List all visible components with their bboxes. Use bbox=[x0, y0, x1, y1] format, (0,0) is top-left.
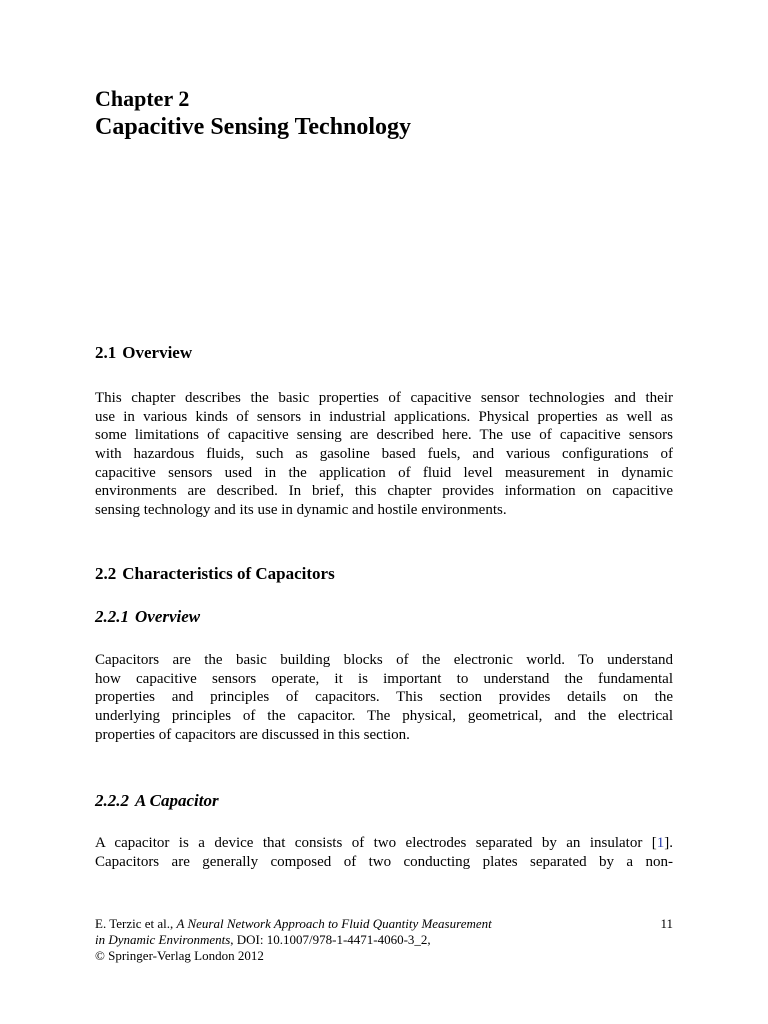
paragraph-line: Capacitors are generally composed of two conducting plates separated by a non- bbox=[95, 853, 673, 870]
footer-copyright: © Springer-Verlag London 2012 bbox=[95, 948, 264, 963]
paragraph-line: sensing technology and its use in dynamic and hostile environments. bbox=[95, 502, 507, 519]
capacitor-paragraph bbox=[95, 834, 673, 871]
page-footer bbox=[95, 916, 673, 964]
paragraph-line: capacitive sensors used in the application of fluid level measurement in dynamic bbox=[95, 464, 673, 481]
subsection-title: Overview bbox=[135, 607, 201, 626]
footer-doi: , DOI: 10.1007/978-1-4471-4060-3_2, bbox=[230, 932, 431, 947]
capacitor-overview-paragraph bbox=[95, 651, 673, 744]
footer-book-title: in Dynamic Environments bbox=[95, 932, 231, 947]
footer-line bbox=[95, 932, 673, 948]
paragraph-line: This chapter describes the basic properties of capacitive sensor technologies and their bbox=[95, 390, 673, 406]
overview-paragraph bbox=[95, 389, 673, 520]
paragraph-line bbox=[95, 834, 673, 853]
paragraph-line: use in various kinds of sensors in industrial applications. Physical properties as well as bbox=[95, 408, 673, 425]
page-number: 11 bbox=[660, 916, 673, 931]
footer-line bbox=[95, 916, 673, 932]
section-heading-2-1 bbox=[95, 343, 192, 363]
section-number: 2.1 bbox=[95, 343, 117, 362]
footer-authors: E. Terzic et al., bbox=[95, 916, 174, 931]
paragraph-line: some limitations of capacitive sensing are described here. The use of capacitive sensors bbox=[95, 427, 673, 444]
paragraph-line: environments are described. In brief, this chapter provides information on capacitive bbox=[95, 483, 673, 500]
paragraph-line: properties and principles of capacitors. This section provides details on the bbox=[95, 689, 673, 706]
chapter-title: Capacitive Sensing Technology bbox=[95, 114, 412, 140]
reference-link[interactable]: 1 bbox=[656, 835, 665, 851]
paragraph-line: how capacitive sensors operate, it is important to understand the fundamental bbox=[95, 670, 673, 687]
line-text: ]. bbox=[664, 835, 673, 851]
section-number: 2.2 bbox=[95, 564, 117, 583]
section-title: Overview bbox=[122, 343, 193, 362]
subsection-heading-2-2-2 bbox=[95, 791, 219, 811]
footer-book-title: A Neural Network Approach to Fluid Quantity Measurement bbox=[176, 916, 492, 931]
paragraph-line: Capacitors are the basic building blocks of the electronic world. To understand bbox=[95, 652, 673, 668]
subsection-number: 2.2.2 bbox=[95, 791, 129, 810]
subsection-title: A Capacitor bbox=[135, 791, 219, 810]
section-title: Characteristics of Capacitors bbox=[122, 564, 335, 583]
paragraph-line: properties of capacitors are discussed in this section. bbox=[95, 726, 410, 743]
line-text: A capacitor is a device that consists of two electrodes separated by an insulator [ bbox=[95, 835, 657, 851]
subsection-number: 2.2.1 bbox=[95, 607, 129, 626]
subsection-heading-2-2-1 bbox=[95, 607, 200, 627]
section-heading-2-2 bbox=[95, 564, 335, 584]
paragraph-line: with hazardous fluids, such as gasoline based fuels, and various configurations of bbox=[95, 446, 673, 463]
chapter-label: Chapter 2 bbox=[95, 86, 190, 111]
paragraph-line: underlying principles of the capacitor. The physical, geometrical, and the electrical bbox=[95, 708, 673, 725]
